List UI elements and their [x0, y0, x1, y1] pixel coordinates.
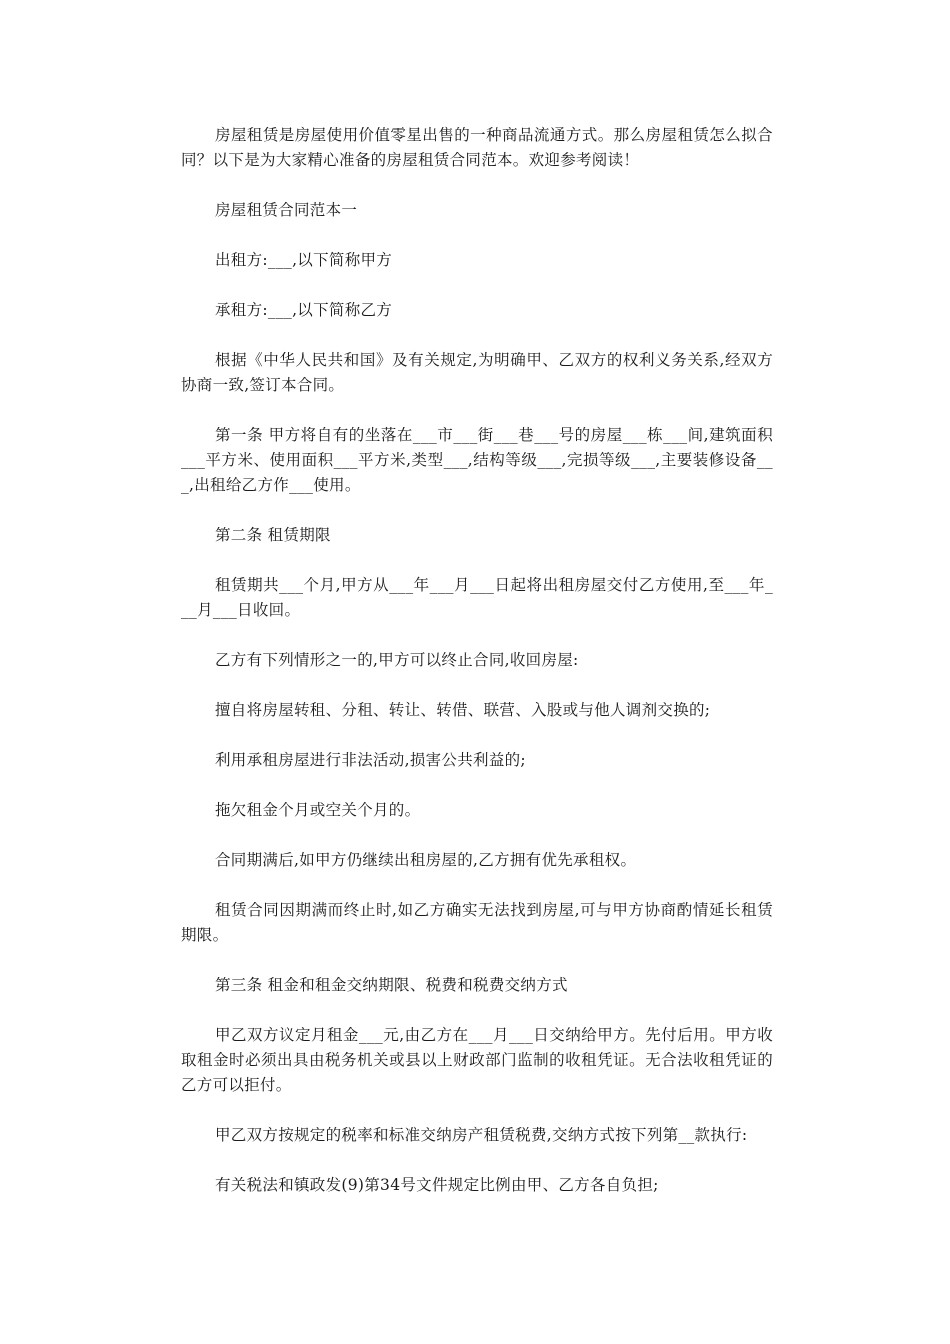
extension-paragraph: 租赁合同因期满而终止时,如乙方确实无法找到房屋,可与甲方协商酌情延长租赁期限。: [181, 901, 773, 944]
article-2-heading: 第二条 租赁期限: [215, 526, 331, 544]
termination-item-2: 利用承租房屋进行非法活动,损害公共利益的;: [215, 751, 526, 769]
lease-term-paragraph: 租赁期共___个月,甲方从___年___月___日起将出租房屋交付乙方使用,至___年___月___日收回。: [181, 576, 773, 619]
intro-paragraph: 房屋租赁是房屋使用价值零星出售的一种商品流通方式。那么房屋租赁怎么拟合同？以下是为大家精心准备的房屋租赁合同范本。欢迎参考阅读！: [181, 126, 773, 169]
termination-paragraph: 乙方有下列情形之一的,甲方可以终止合同,收回房屋:: [215, 651, 579, 669]
lessor-line: 出租方:___,以下简称甲方: [215, 251, 393, 269]
article-3-heading: 第三条 租金和租金交纳期限、税费和税费交纳方式: [215, 976, 568, 994]
priority-lease-paragraph: 合同期满后,如甲方仍继续出租房屋的,乙方拥有优先承租权。: [215, 851, 637, 869]
rent-paragraph: 甲乙双方议定月租金___元,由乙方在___月___日交纳给甲方。先付后用。甲方收取租金时必须出具由税务机关或县以上财政部门监制的收租凭证。无合法收租凭证的乙方可以拒付。: [181, 1026, 773, 1094]
document-body: [181, 123, 773, 1223]
termination-item-3: 拖欠租金个月或空关个月的。: [215, 801, 421, 819]
tax-item-1: 有关税法和镇政发(9)第34号文件规定比例由甲、乙方各自负担;: [215, 1176, 659, 1194]
termination-item-1: 擅自将房屋转租、分租、转让、转借、联营、入股或与他人调剂交换的;: [215, 701, 711, 719]
contract-title: 房屋租赁合同范本一: [215, 201, 358, 219]
tax-paragraph: 甲乙双方按规定的税率和标准交纳房产租赁税费,交纳方式按下列第__款执行:: [215, 1126, 748, 1144]
article-1-paragraph: 第一条 甲方将自有的坐落在___市___街___巷___号的房屋___栋___间,建筑面积___平方米、使用面积___平方米,类型___,结构等级___,完损等级___,主要装修设备___,出租给乙方作___使用。: [181, 426, 773, 494]
lessee-line: 承租方:___,以下简称乙方: [215, 301, 393, 319]
preamble-paragraph: 根据《中华人民共和国》及有关规定,为明确甲、乙双方的权利义务关系,经双方协商一致,签订本合同。: [181, 351, 773, 394]
